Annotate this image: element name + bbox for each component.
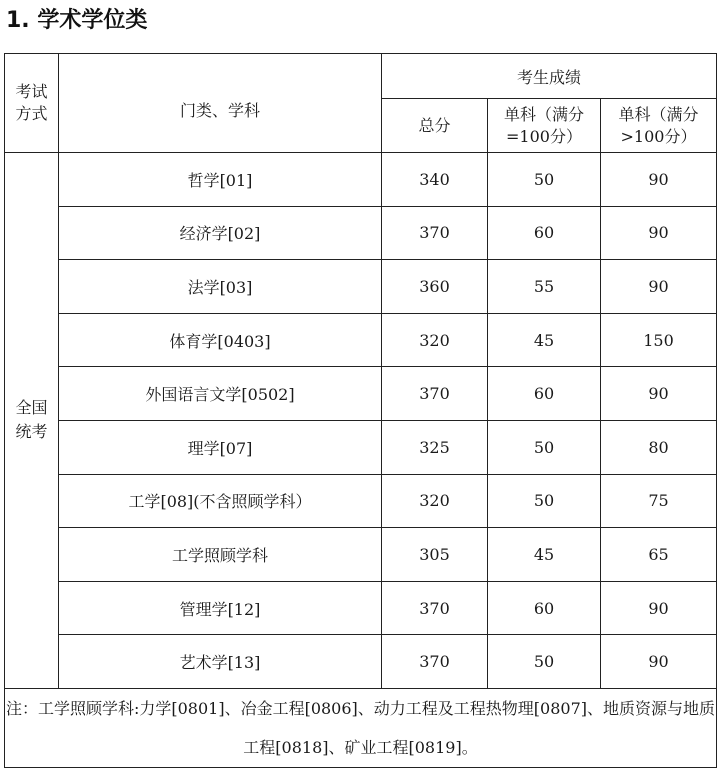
header-single-100: [488, 99, 601, 153]
single-100-score-cell: 55: [488, 260, 601, 314]
table-row: [5, 635, 717, 689]
subject-cell: 法学[03]: [59, 260, 382, 314]
total-score-cell: 325: [382, 420, 488, 474]
subject-cell: 经济学[02]: [59, 206, 382, 260]
single-over-100-score-cell: 80: [601, 420, 717, 474]
total-score-cell: 320: [382, 474, 488, 528]
table-row: [5, 420, 717, 474]
single-over-100-score-cell: 150: [601, 313, 717, 367]
total-score-cell: 305: [382, 528, 488, 582]
subject-cell: 工学照顾学科: [59, 528, 382, 582]
table-note: 注：工学照顾学科:力学[0801]、冶金工程[0806]、动力工程及工程热物理[0807]、地质资源与地质工程[0818]、矿业工程[0819]。: [5, 688, 717, 767]
score-table: [4, 53, 717, 768]
subject-cell: 管理学[12]: [59, 581, 382, 635]
header-single-100-label: 单科（满分=100分）: [503, 104, 584, 146]
total-score-cell: 360: [382, 260, 488, 314]
subject-cell: 艺术学[13]: [59, 635, 382, 689]
total-score-cell: 370: [382, 581, 488, 635]
table-row: [5, 581, 717, 635]
subject-cell: 体育学[0403]: [59, 313, 382, 367]
single-100-score-cell: 45: [488, 313, 601, 367]
single-over-100-score-cell: 90: [601, 581, 717, 635]
total-score-cell: 370: [382, 367, 488, 421]
single-over-100-score-cell: 90: [601, 206, 717, 260]
subject-cell: 外国语言文学[0502]: [59, 367, 382, 421]
total-score-cell: 370: [382, 206, 488, 260]
table-row: [5, 313, 717, 367]
header-single-over-100-label: 单科（满分>100分）: [618, 104, 699, 146]
single-over-100-score-cell: 65: [601, 528, 717, 582]
table-row: [5, 528, 717, 582]
subject-cell: 理学[07]: [59, 420, 382, 474]
subject-cell: 哲学[01]: [59, 153, 382, 207]
header-row-1: [5, 54, 717, 99]
note-row: [5, 688, 717, 767]
table-row: [5, 153, 717, 207]
exam-method-label: 全国统考: [15, 398, 48, 442]
header-scores-group: 考生成绩: [382, 54, 717, 99]
table-row: [5, 474, 717, 528]
single-over-100-score-cell: 90: [601, 635, 717, 689]
single-over-100-score-cell: 75: [601, 474, 717, 528]
single-100-score-cell: 50: [488, 474, 601, 528]
total-score-cell: 370: [382, 635, 488, 689]
subject-cell: 工学[08](不含照顾学科）: [59, 474, 382, 528]
single-100-score-cell: 45: [488, 528, 601, 582]
exam-method-cell: [5, 153, 59, 689]
single-over-100-score-cell: 90: [601, 153, 717, 207]
header-exam-method: [5, 54, 59, 153]
single-100-score-cell: 50: [488, 153, 601, 207]
header-total: 总分: [382, 99, 488, 153]
header-subject: 门类、学科: [59, 54, 382, 153]
table-body: [5, 153, 717, 689]
total-score-cell: 320: [382, 313, 488, 367]
header-single-over-100: [601, 99, 717, 153]
single-100-score-cell: 50: [488, 635, 601, 689]
table-row: [5, 206, 717, 260]
table-row: [5, 367, 717, 421]
single-100-score-cell: 60: [488, 367, 601, 421]
single-100-score-cell: 60: [488, 206, 601, 260]
table-row: [5, 260, 717, 314]
header-exam-method-label: 考试方式: [15, 82, 48, 123]
single-over-100-score-cell: 90: [601, 367, 717, 421]
single-100-score-cell: 60: [488, 581, 601, 635]
single-over-100-score-cell: 90: [601, 260, 717, 314]
single-100-score-cell: 50: [488, 420, 601, 474]
section-title: 1. 学术学位类: [6, 8, 148, 33]
total-score-cell: 340: [382, 153, 488, 207]
